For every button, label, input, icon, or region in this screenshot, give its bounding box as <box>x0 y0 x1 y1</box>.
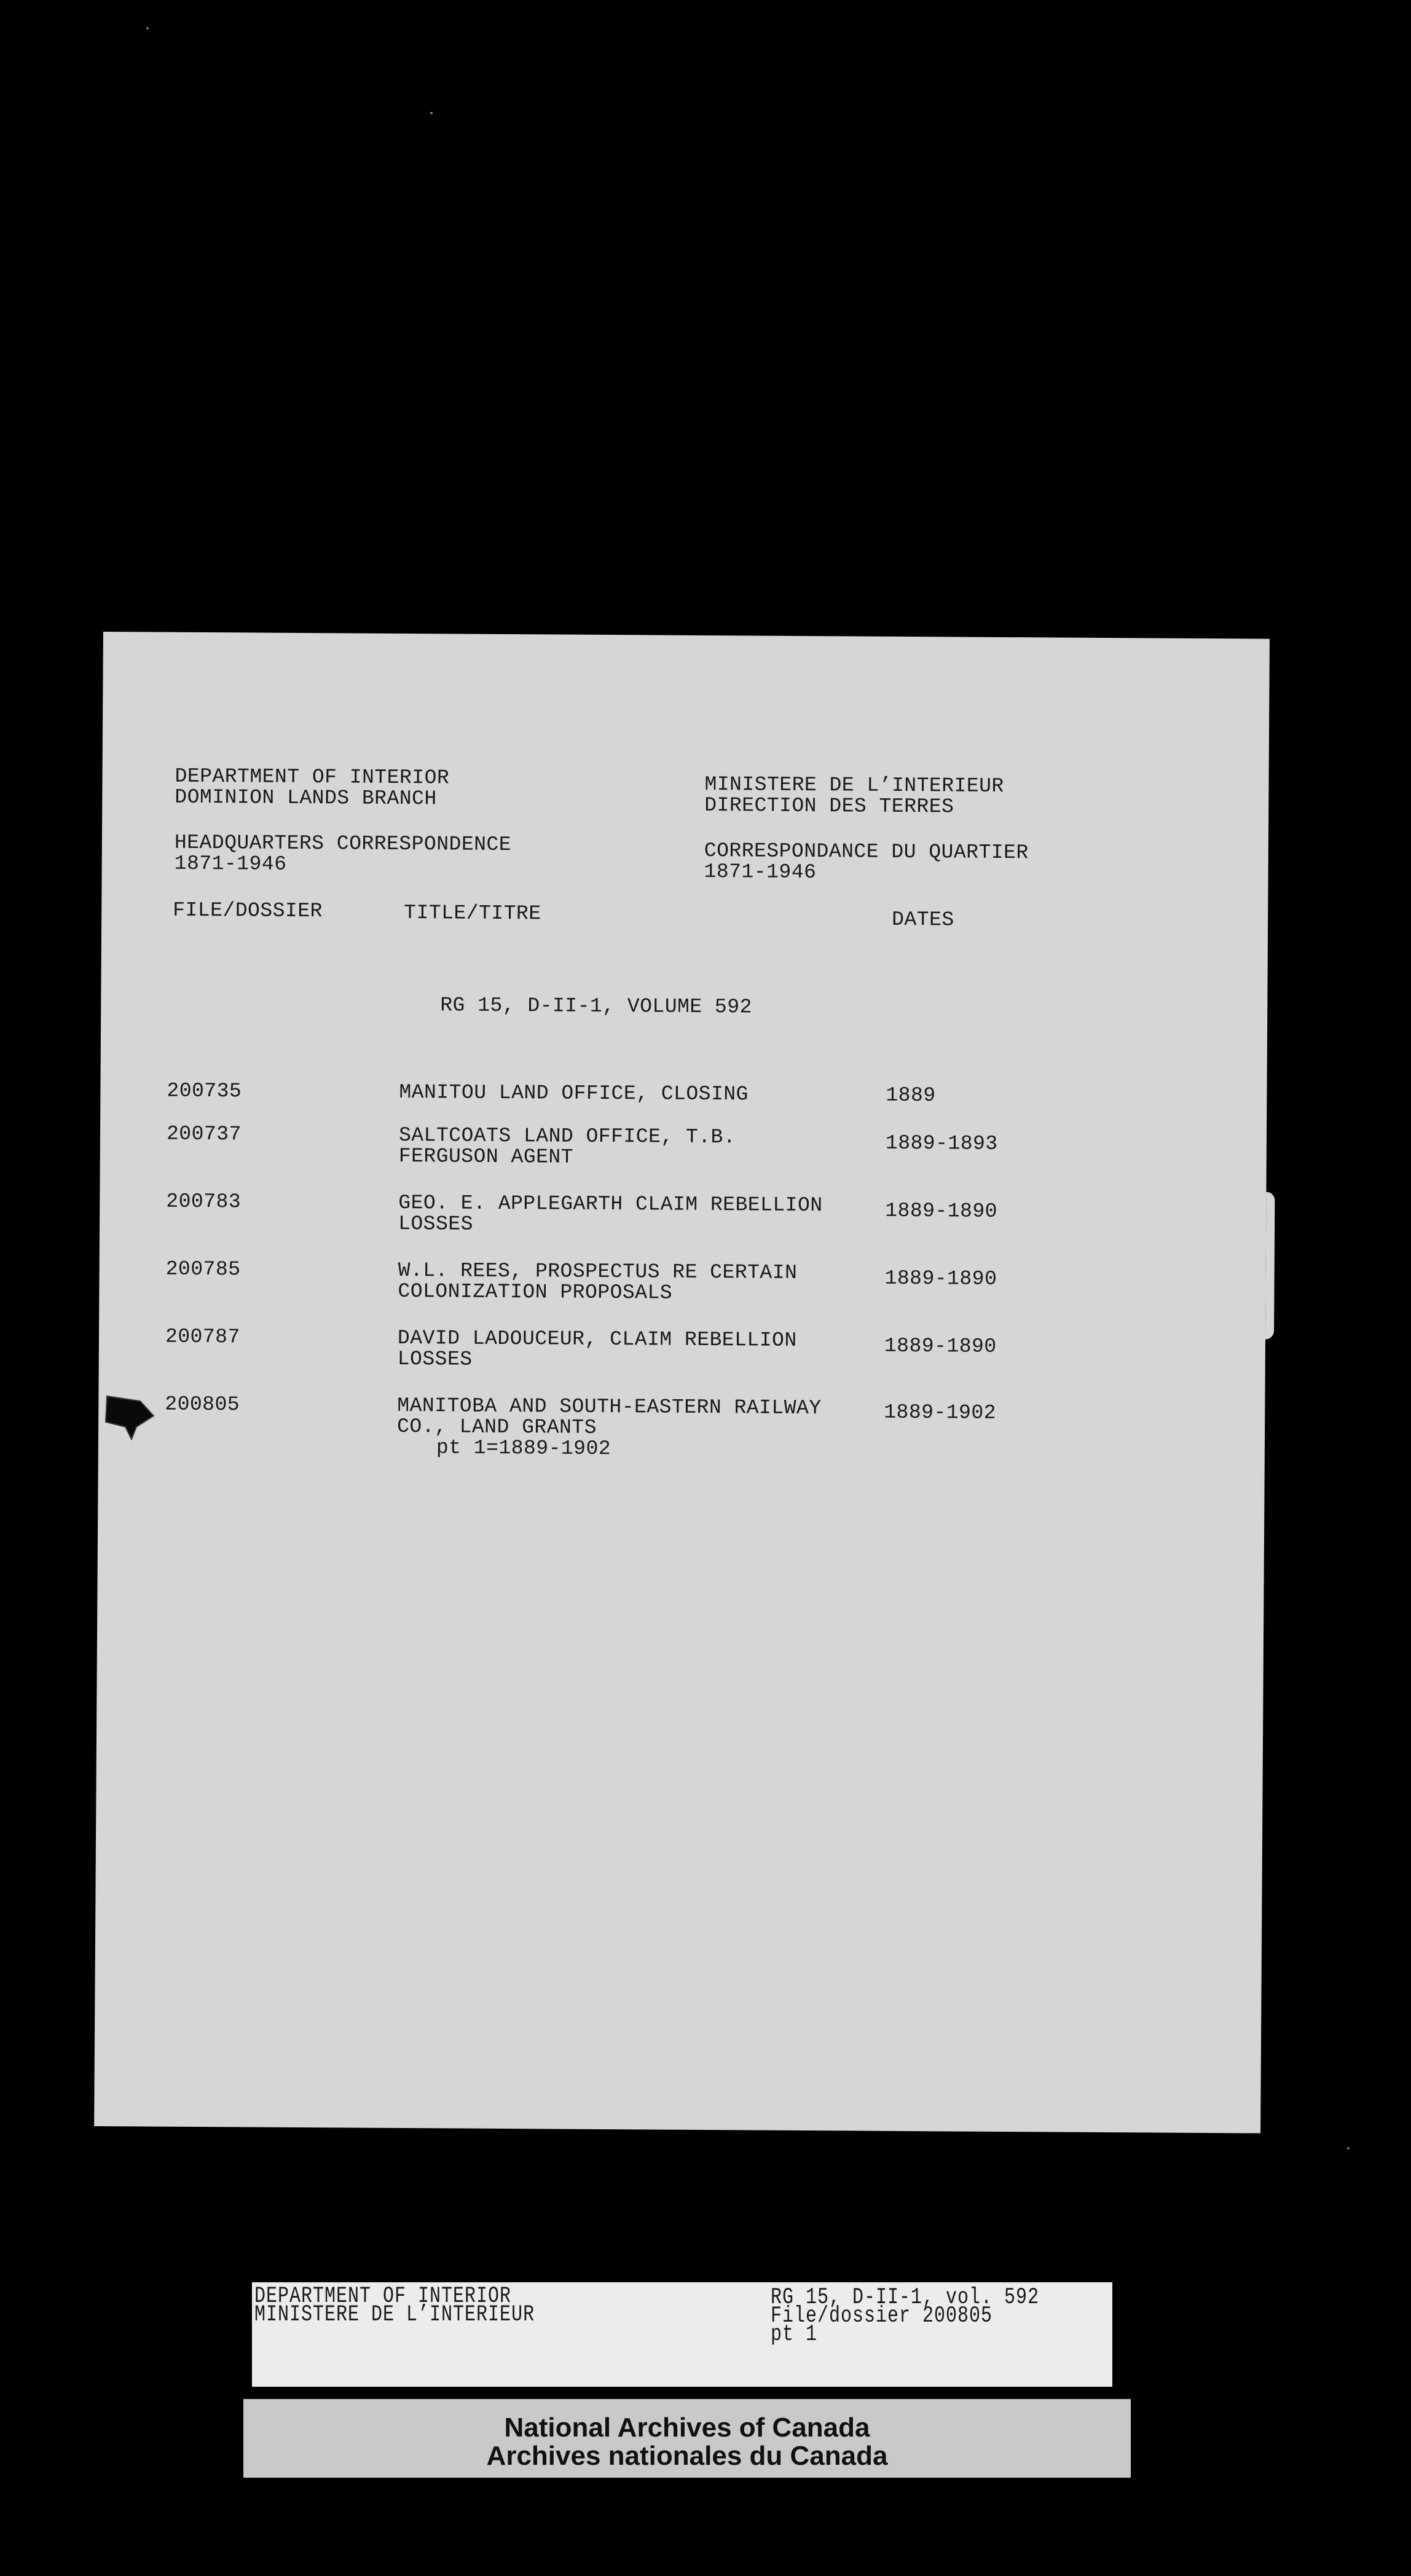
series-fr: CORRESPONDANCE DU QUARTIER <box>704 839 1029 865</box>
archive-reference-label <box>252 2282 1112 2387</box>
record-row <box>167 1079 1212 1107</box>
record-title: MANITOBA AND SOUTH-EASTERN RAILWAY <box>397 1394 822 1420</box>
series-en: HEADQUARTERS CORRESPONDENCE <box>174 831 512 857</box>
record-title: SALTCOATS LAND OFFICE, T.B. <box>398 1123 736 1149</box>
record-title: GEO. E. APPLEGARTH CLAIM REBELLION <box>398 1191 823 1217</box>
record-file-number: 200785 <box>165 1257 241 1281</box>
document-page <box>94 632 1270 2134</box>
record-file-number: 200737 <box>166 1122 242 1146</box>
record-dates: 1889-1902 <box>884 1400 997 1424</box>
record-row <box>165 1325 1210 1371</box>
record-row <box>165 1257 1211 1305</box>
record-title-continued: LOSSES <box>398 1212 474 1236</box>
record-dates: 1889 <box>886 1083 936 1107</box>
banner-line-en: National Archives of Canada <box>504 2413 870 2443</box>
record-row <box>166 1122 1211 1169</box>
record-title: DAVID LADOUCEUR, CLAIM REBELLION <box>397 1326 797 1352</box>
column-file-header: FILE/DOSSIER <box>173 898 323 923</box>
column-dates-header: DATES <box>892 908 954 932</box>
record-file-number: 200805 <box>165 1392 240 1416</box>
record-dates: 1889-1890 <box>884 1334 997 1358</box>
dust-speck <box>1347 2147 1350 2150</box>
record-title-continued: FERGUSON AGENT <box>398 1144 574 1169</box>
record-part-note: pt 1=1889-1902 <box>436 1436 611 1461</box>
volume-reference: RG 15, D-II-1, VOLUME 592 <box>440 994 752 1019</box>
banner-line-fr: Archives nationales du Canada <box>486 2441 888 2471</box>
dept-fr: MINISTERE DE L’INTERIEUR <box>704 772 1004 798</box>
record-dates: 1889-1890 <box>885 1199 998 1223</box>
record-file-number: 200783 <box>166 1190 242 1214</box>
branch-en: DOMINION LANDS BRANCH <box>175 785 437 811</box>
record-title-continued: LOSSES <box>397 1347 473 1371</box>
dept-en: DEPARTMENT OF INTERIOR <box>175 764 450 790</box>
record-dates: 1889-1893 <box>885 1131 998 1155</box>
label-part: pt 1 <box>771 2321 818 2348</box>
pointer-arrow-icon <box>104 1390 157 1440</box>
years-fr: 1871-1946 <box>704 860 817 884</box>
record-title: W.L. REES, PROSPECTUS RE CERTAIN <box>398 1259 798 1284</box>
archives-banner <box>243 2399 1131 2478</box>
label-ref: RG 15, D-II-1, vol. 592 <box>771 2284 1040 2311</box>
record-file-number: 200787 <box>165 1325 240 1349</box>
years-en: 1871-1946 <box>174 852 287 876</box>
record-dates: 1889-1890 <box>884 1266 997 1290</box>
label-dept-en: DEPARTMENT OF INTERIOR <box>254 2283 512 2310</box>
record-title: MANITOU LAND OFFICE, CLOSING <box>399 1080 749 1106</box>
record-title-continued: CO., LAND GRANTS <box>396 1415 597 1439</box>
record-row <box>166 1190 1211 1236</box>
dust-speck <box>146 27 149 29</box>
branch-fr: DIRECTION DES TERRES <box>704 793 954 819</box>
label-dept-fr: MINISTERE DE L’INTERIEUR <box>254 2301 535 2328</box>
record-title-continued: COLONIZATION PROPOSALS <box>398 1279 673 1305</box>
dust-speck <box>430 112 433 114</box>
record-file-number: 200735 <box>167 1079 242 1103</box>
column-title-header: TITLE/TITRE <box>404 901 541 925</box>
record-row <box>165 1392 1209 1461</box>
label-file: File/dossier 200805 <box>771 2303 993 2330</box>
page-edge-notch <box>1265 1192 1275 1340</box>
